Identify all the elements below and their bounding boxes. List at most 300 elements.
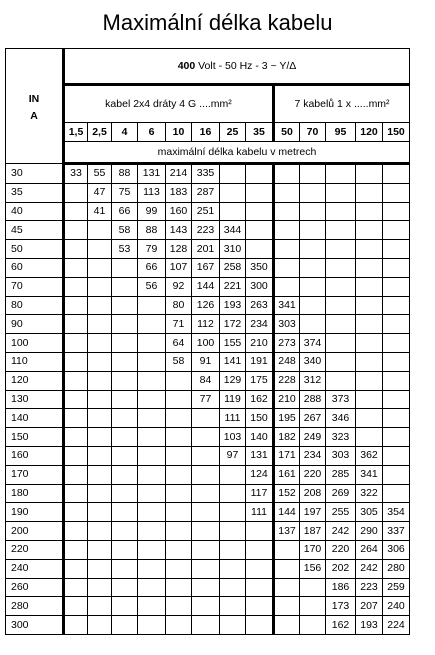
length-cell (88, 371, 112, 390)
length-cell: 172 (220, 315, 246, 334)
length-cell: 47 (88, 183, 112, 202)
current-cell: 35 (6, 183, 64, 202)
length-cell: 171 (274, 446, 300, 465)
length-cell (64, 465, 88, 484)
length-cell: 137 (274, 522, 300, 541)
length-cell: 162 (326, 616, 356, 635)
length-cell (192, 446, 220, 465)
length-cell (326, 371, 356, 390)
length-cell (356, 371, 383, 390)
length-cell (300, 616, 326, 635)
length-cell: 144 (192, 277, 220, 296)
length-cell (383, 258, 410, 277)
length-cell (112, 446, 138, 465)
size-header: 70 (300, 123, 326, 142)
length-cell: 290 (356, 522, 383, 541)
table-row (6, 390, 410, 409)
length-cell: 97 (220, 446, 246, 465)
table-row (6, 164, 410, 184)
length-cell (326, 240, 356, 259)
length-cell: 374 (300, 334, 326, 353)
length-cell (300, 183, 326, 202)
current-cell: 60 (6, 258, 64, 277)
length-cell (356, 164, 383, 184)
length-cell (220, 183, 246, 202)
length-cell (300, 258, 326, 277)
length-cell (192, 465, 220, 484)
length-cell (88, 616, 112, 635)
length-cell (383, 428, 410, 447)
length-cell (88, 465, 112, 484)
length-cell (274, 202, 300, 221)
length-cell (356, 428, 383, 447)
length-cell (64, 202, 88, 221)
length-cell (166, 522, 192, 541)
length-cell: 161 (274, 465, 300, 484)
size-header: 10 (166, 123, 192, 142)
length-cell: 187 (300, 522, 326, 541)
length-cell (138, 390, 166, 409)
length-cell (166, 540, 192, 559)
cable-group-1: kabel 2x4 dráty 4 G ....mm² (64, 85, 274, 123)
length-cell (138, 559, 166, 578)
length-cell (64, 578, 88, 597)
length-cell: 128 (166, 240, 192, 259)
length-cell: 259 (383, 578, 410, 597)
length-cell (192, 616, 220, 635)
length-cell: 103 (220, 428, 246, 447)
length-cell (246, 240, 274, 259)
length-cell: 210 (246, 334, 274, 353)
length-cell (274, 277, 300, 296)
length-cell: 79 (138, 240, 166, 259)
length-cell: 150 (246, 409, 274, 428)
length-cell (326, 334, 356, 353)
current-cell: 190 (6, 503, 64, 522)
length-cell (88, 390, 112, 409)
length-cell: 112 (192, 315, 220, 334)
length-cell (383, 202, 410, 221)
table-row (6, 522, 410, 541)
length-cell (192, 522, 220, 541)
length-cell (356, 315, 383, 334)
length-cell (64, 296, 88, 315)
length-cell (64, 540, 88, 559)
length-cell: 234 (246, 315, 274, 334)
length-cell (246, 164, 274, 184)
length-cell (274, 559, 300, 578)
length-cell: 131 (246, 446, 274, 465)
length-cell (356, 390, 383, 409)
length-cell: 156 (300, 559, 326, 578)
table-row (6, 616, 410, 635)
length-cell: 263 (246, 296, 274, 315)
length-cell: 126 (192, 296, 220, 315)
length-cell (64, 409, 88, 428)
length-cell (246, 597, 274, 616)
table-row (6, 559, 410, 578)
table-row (6, 334, 410, 353)
length-cell: 220 (326, 540, 356, 559)
length-cell (326, 277, 356, 296)
length-cell (356, 352, 383, 371)
length-cell (300, 578, 326, 597)
length-cell (112, 616, 138, 635)
current-cell: 260 (6, 578, 64, 597)
length-cell (112, 334, 138, 353)
length-cell (383, 390, 410, 409)
length-cell: 111 (220, 409, 246, 428)
length-cell: 53 (112, 240, 138, 259)
length-cell (64, 390, 88, 409)
length-cell (88, 446, 112, 465)
length-cell: 223 (356, 578, 383, 597)
length-cell: 287 (192, 183, 220, 202)
length-cell: 207 (356, 597, 383, 616)
length-cell: 91 (192, 352, 220, 371)
length-cell: 335 (192, 164, 220, 184)
length-cell (166, 559, 192, 578)
voltage-spec: Volt - 50 Hz - 3 ~ Y/Δ (195, 59, 297, 72)
length-cell: 303 (326, 446, 356, 465)
length-cell (192, 428, 220, 447)
length-cell (383, 446, 410, 465)
table-row (6, 371, 410, 390)
length-cell (356, 183, 383, 202)
length-cell: 201 (192, 240, 220, 259)
length-cell (246, 221, 274, 240)
size-header: 50 (274, 123, 300, 142)
size-header: 2,5 (88, 123, 112, 142)
length-cell: 162 (246, 390, 274, 409)
length-cell (64, 334, 88, 353)
length-cell (112, 428, 138, 447)
length-cell (274, 597, 300, 616)
table-row (6, 484, 410, 503)
current-cell: 300 (6, 616, 64, 635)
length-cell: 303 (274, 315, 300, 334)
length-cell: 300 (246, 277, 274, 296)
length-cell (88, 352, 112, 371)
length-cell (300, 240, 326, 259)
length-cell (88, 277, 112, 296)
length-cell (356, 409, 383, 428)
length-cell (383, 465, 410, 484)
length-cell (112, 597, 138, 616)
length-cell (88, 522, 112, 541)
length-cell: 58 (166, 352, 192, 371)
length-cell (88, 409, 112, 428)
table-row (6, 428, 410, 447)
length-cell (138, 334, 166, 353)
current-cell: 180 (6, 484, 64, 503)
length-cell (246, 202, 274, 221)
length-cell: 141 (220, 352, 246, 371)
length-cell: 350 (246, 258, 274, 277)
length-cell: 71 (166, 315, 192, 334)
length-cell: 66 (138, 258, 166, 277)
length-cell (138, 446, 166, 465)
length-cell: 77 (192, 390, 220, 409)
length-cell (356, 240, 383, 259)
length-cell (64, 371, 88, 390)
length-cell (192, 559, 220, 578)
length-cell (383, 183, 410, 202)
length-cell (300, 597, 326, 616)
length-cell (112, 465, 138, 484)
length-cell (166, 616, 192, 635)
length-cell: 202 (326, 559, 356, 578)
length-cell (300, 277, 326, 296)
length-cell (166, 465, 192, 484)
length-cell (88, 578, 112, 597)
current-cell: 170 (6, 465, 64, 484)
length-cell (64, 559, 88, 578)
length-cell: 107 (166, 258, 192, 277)
size-header: 4 (112, 123, 138, 142)
length-cell: 224 (383, 616, 410, 635)
length-cell (246, 522, 274, 541)
length-cell: 223 (192, 221, 220, 240)
length-cell: 195 (274, 409, 300, 428)
length-cell (383, 277, 410, 296)
length-cell: 344 (220, 221, 246, 240)
length-cell: 346 (326, 409, 356, 428)
length-cell: 92 (166, 277, 192, 296)
length-cell (88, 296, 112, 315)
length-cell: 240 (383, 597, 410, 616)
length-cell: 129 (220, 371, 246, 390)
length-cell (220, 522, 246, 541)
table-row (6, 465, 410, 484)
current-cell: 130 (6, 390, 64, 409)
length-cell (383, 164, 410, 184)
length-cell (246, 616, 274, 635)
length-cell: 305 (356, 503, 383, 522)
length-cell (326, 296, 356, 315)
a-label: A (30, 110, 38, 122)
current-cell: 280 (6, 597, 64, 616)
table-row (6, 446, 410, 465)
length-cell (138, 296, 166, 315)
length-cell (166, 371, 192, 390)
length-cell (383, 371, 410, 390)
length-cell (88, 540, 112, 559)
size-header: 35 (246, 123, 274, 142)
current-cell: 45 (6, 221, 64, 240)
size-header: 6 (138, 123, 166, 142)
size-header: 25 (220, 123, 246, 142)
current-cell: 30 (6, 164, 64, 184)
length-cell (326, 221, 356, 240)
length-cell: 341 (356, 465, 383, 484)
length-cell (88, 258, 112, 277)
length-cell (274, 616, 300, 635)
length-cell (220, 503, 246, 522)
length-cell (166, 446, 192, 465)
length-cell: 312 (300, 371, 326, 390)
length-cell: 322 (356, 484, 383, 503)
length-cell: 131 (138, 164, 166, 184)
length-cell (64, 183, 88, 202)
length-cell: 167 (192, 258, 220, 277)
length-cell (383, 315, 410, 334)
current-cell: 110 (6, 352, 64, 371)
table-row (6, 409, 410, 428)
table-row (6, 258, 410, 277)
length-cell: 214 (166, 164, 192, 184)
length-cell (274, 221, 300, 240)
length-cell: 255 (326, 503, 356, 522)
length-cell: 242 (326, 522, 356, 541)
length-cell: 267 (300, 409, 326, 428)
length-cell: 228 (274, 371, 300, 390)
length-cell (300, 221, 326, 240)
length-cell (356, 334, 383, 353)
length-cell (300, 164, 326, 184)
length-cell: 264 (356, 540, 383, 559)
length-cell: 208 (300, 484, 326, 503)
length-cell (138, 409, 166, 428)
length-cell (220, 202, 246, 221)
length-cell: 269 (326, 484, 356, 503)
current-cell: 90 (6, 315, 64, 334)
length-cell (112, 409, 138, 428)
length-cell (138, 484, 166, 503)
length-cell: 248 (274, 352, 300, 371)
length-cell (64, 484, 88, 503)
length-cell (64, 315, 88, 334)
length-cell (356, 296, 383, 315)
length-cell: 337 (383, 522, 410, 541)
length-cell (138, 503, 166, 522)
length-cell (64, 446, 88, 465)
length-cell (64, 352, 88, 371)
length-cell (326, 352, 356, 371)
length-cell (246, 559, 274, 578)
length-cell: 197 (300, 503, 326, 522)
length-cell (112, 503, 138, 522)
table-row (6, 202, 410, 221)
length-cell: 341 (274, 296, 300, 315)
length-cell: 173 (326, 597, 356, 616)
table-row (6, 597, 410, 616)
length-cell: 124 (246, 465, 274, 484)
length-cell: 144 (274, 503, 300, 522)
length-cell (274, 183, 300, 202)
size-header: 1,5 (64, 123, 88, 142)
length-cell (220, 540, 246, 559)
length-cell: 33 (64, 164, 88, 184)
length-cell (274, 578, 300, 597)
length-cell (88, 597, 112, 616)
length-cell (192, 597, 220, 616)
cable-group-2: 7 kabelů 1 x .....mm² (274, 85, 410, 123)
length-cell (326, 183, 356, 202)
length-cell (138, 522, 166, 541)
length-cell (220, 578, 246, 597)
current-cell: 200 (6, 522, 64, 541)
length-cell: 56 (138, 277, 166, 296)
length-cell (220, 465, 246, 484)
length-cell: 323 (326, 428, 356, 447)
length-cell (192, 578, 220, 597)
length-cell: 117 (246, 484, 274, 503)
length-cell: 373 (326, 390, 356, 409)
length-cell: 183 (166, 183, 192, 202)
table-row (6, 296, 410, 315)
length-cell: 140 (246, 428, 274, 447)
length-cell (138, 540, 166, 559)
length-cell: 75 (112, 183, 138, 202)
length-cell (88, 221, 112, 240)
length-cell (138, 616, 166, 635)
length-cell: 143 (166, 221, 192, 240)
length-cell (64, 428, 88, 447)
length-cell (326, 164, 356, 184)
length-cell: 191 (246, 352, 274, 371)
length-cell (383, 221, 410, 240)
unit-row: maximální délka kabelu v metrech (64, 142, 410, 164)
length-cell: 80 (166, 296, 192, 315)
length-cell: 100 (192, 334, 220, 353)
length-cell (274, 258, 300, 277)
length-cell (166, 597, 192, 616)
length-cell: 280 (383, 559, 410, 578)
length-cell: 152 (274, 484, 300, 503)
length-cell (326, 315, 356, 334)
length-cell: 58 (112, 221, 138, 240)
length-cell (64, 503, 88, 522)
length-cell: 340 (300, 352, 326, 371)
length-cell (64, 616, 88, 635)
length-cell: 113 (138, 183, 166, 202)
length-cell (274, 240, 300, 259)
current-cell: 220 (6, 540, 64, 559)
length-cell: 285 (326, 465, 356, 484)
length-cell (166, 484, 192, 503)
length-cell: 220 (300, 465, 326, 484)
table-row (6, 503, 410, 522)
table-row (6, 183, 410, 202)
length-cell (274, 540, 300, 559)
length-cell: 258 (220, 258, 246, 277)
length-cell (64, 221, 88, 240)
length-cell (300, 296, 326, 315)
length-cell (220, 616, 246, 635)
size-header: 150 (383, 123, 410, 142)
current-cell: 40 (6, 202, 64, 221)
current-cell: 150 (6, 428, 64, 447)
length-cell: 273 (274, 334, 300, 353)
length-cell: 64 (166, 334, 192, 353)
length-cell: 242 (356, 559, 383, 578)
table-row (6, 221, 410, 240)
length-cell (166, 503, 192, 522)
length-cell (112, 296, 138, 315)
length-cell (356, 202, 383, 221)
length-cell (192, 484, 220, 503)
length-cell (112, 559, 138, 578)
length-cell: 88 (112, 164, 138, 184)
current-cell: 140 (6, 409, 64, 428)
length-cell (192, 503, 220, 522)
length-cell (246, 578, 274, 597)
length-cell (383, 352, 410, 371)
voltage-value: 400 (177, 59, 196, 72)
length-cell: 66 (112, 202, 138, 221)
length-cell (112, 371, 138, 390)
